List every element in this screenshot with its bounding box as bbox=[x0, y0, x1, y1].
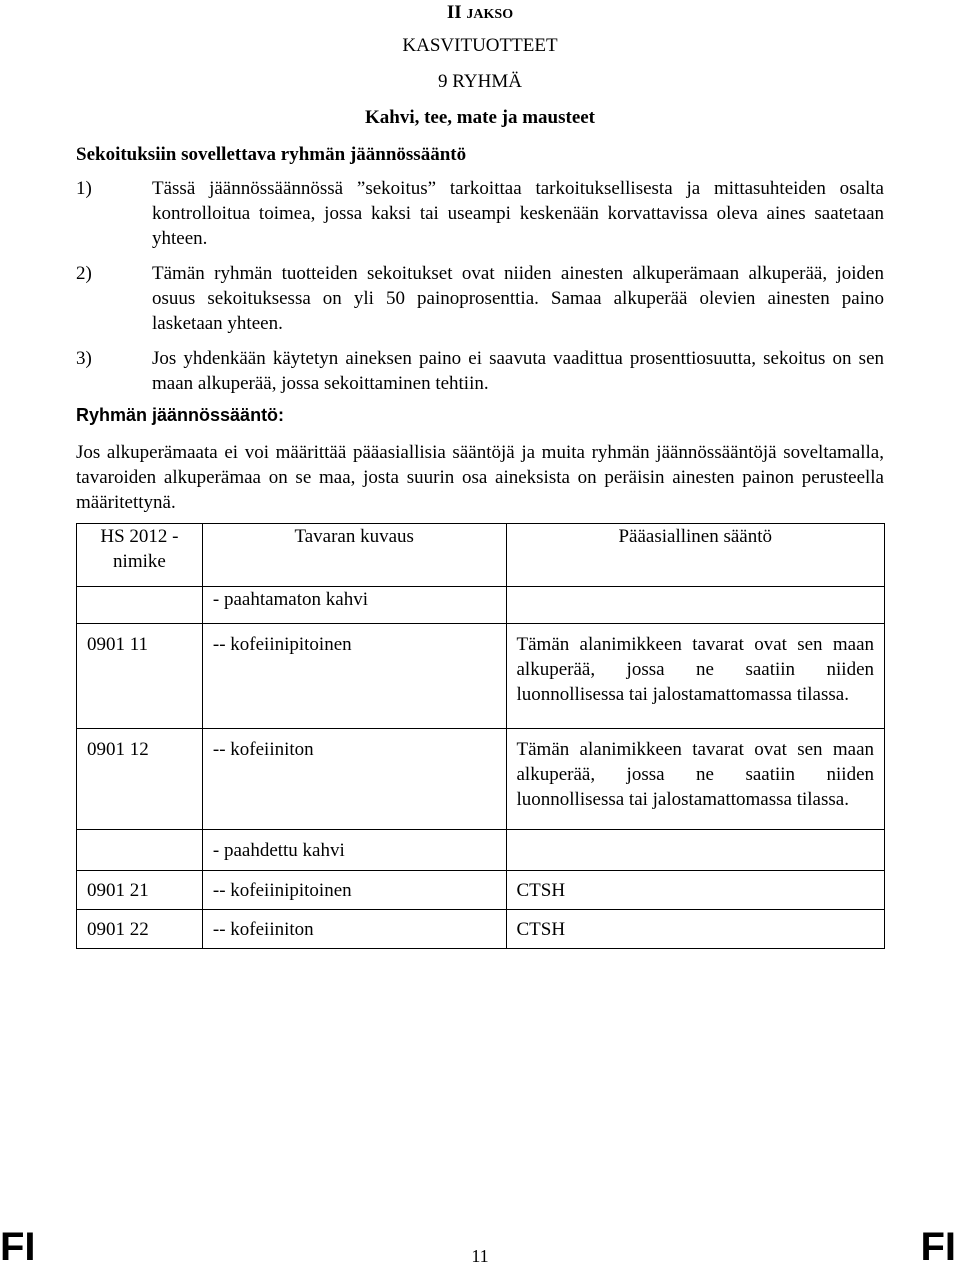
table-subheading-row bbox=[77, 830, 885, 871]
description-cell: -- kofeiinipitoinen bbox=[202, 871, 506, 910]
subheading-label: - paahtamaton kahvi bbox=[202, 587, 506, 624]
table-row bbox=[77, 624, 885, 729]
item-number: 1) bbox=[76, 178, 92, 199]
footer-language-right: FI bbox=[920, 1225, 956, 1269]
table-row bbox=[77, 910, 885, 949]
description-cell: -- kofeiiniton bbox=[202, 729, 506, 830]
header-rule: Pääasiallinen sääntö bbox=[506, 524, 885, 587]
origin-rules-table bbox=[76, 523, 885, 949]
section-heading bbox=[0, 0, 960, 28]
item-number: 3) bbox=[76, 348, 92, 369]
page-number: 11 bbox=[471, 1246, 489, 1266]
residual-rule-text: Jos alkuperämaata ei voi määrittää pääasiallisia sääntöjä ja muita ryhmän jäännössääntöjä soveltamalla, tavaroiden alkuperämaa on se maa, josta suurin osa aineksista on peräisin ainesten painon perusteella määritettynä. bbox=[76, 442, 884, 513]
residual-rule-heading: Ryhmän jäännössääntö: bbox=[76, 405, 285, 425]
section-roman: II bbox=[446, 2, 462, 23]
rule-cell: CTSH bbox=[506, 871, 885, 910]
table-subheading-row bbox=[77, 587, 885, 624]
description-cell: -- kofeiinipitoinen bbox=[202, 624, 506, 729]
footer-language-left: FI bbox=[0, 1225, 36, 1269]
hs-code-cell: 0901 21 bbox=[77, 871, 203, 910]
mixing-rule-heading: Sekoituksiin sovellettava ryhmän jäännössääntö bbox=[76, 144, 467, 165]
rule-cell: Tämän alanimikkeen tavarat ovat sen maan alkuperää, jossa ne saatiin niiden luonnollisessa tai jalostamattomassa tilassa. bbox=[506, 624, 885, 729]
header-description: Tavaran kuvaus bbox=[202, 524, 506, 587]
subheading-label: - paahdettu kahvi bbox=[202, 830, 506, 871]
header-hs-line: nimike bbox=[113, 551, 166, 572]
hs-code-cell: 0901 12 bbox=[77, 729, 203, 830]
description-cell: -- kofeiiniton bbox=[202, 910, 506, 949]
chapter-title: Kahvi, tee, mate ja mausteet bbox=[364, 107, 596, 128]
rule-cell: CTSH bbox=[506, 910, 885, 949]
table-row bbox=[77, 871, 885, 910]
hs-code-cell: 0901 22 bbox=[77, 910, 203, 949]
table-header-row bbox=[77, 524, 885, 587]
rule-cell: Tämän alanimikkeen tavarat ovat sen maan alkuperää, jossa ne saatiin niiden luonnollisessa tai jalostamattomassa tilassa. bbox=[506, 729, 885, 830]
section-title: KASVITUOTTEET bbox=[402, 35, 558, 56]
item-text: Tämän ryhmän tuotteiden sekoitukset ovat niiden ainesten alkuperämaan alkuperää, joiden osuus sekoituksessa on yli 50 painoprosenttia. Samaa alkuperää olevien ainesten paino lasketaan yhteen. bbox=[152, 263, 884, 334]
header-hs-line: HS 2012 - bbox=[100, 526, 179, 547]
item-text: Jos yhdenkään käytetyn aineksen paino ei saavuta vaadittua prosenttiosuutta, sekoitus on sen maan alkuperää, jossa sekoittaminen tehtiin. bbox=[152, 348, 884, 394]
section-word: JAKSO bbox=[466, 7, 514, 22]
header-hs-code bbox=[77, 524, 203, 587]
hs-code-cell: 0901 11 bbox=[77, 624, 203, 729]
table-row bbox=[77, 729, 885, 830]
item-number: 2) bbox=[76, 263, 92, 284]
item-text: Tässä jäännössäännössä ”sekoitus” tarkoittaa tarkoituksellisesta ja mittasuhteiden osalta kontrolloitua toimea, jossa kaksi tai useampi keskenään korvattavissa oleva aines saatetaan yhteen. bbox=[152, 178, 884, 249]
group-title: 9 RYHMÄ bbox=[438, 71, 522, 92]
